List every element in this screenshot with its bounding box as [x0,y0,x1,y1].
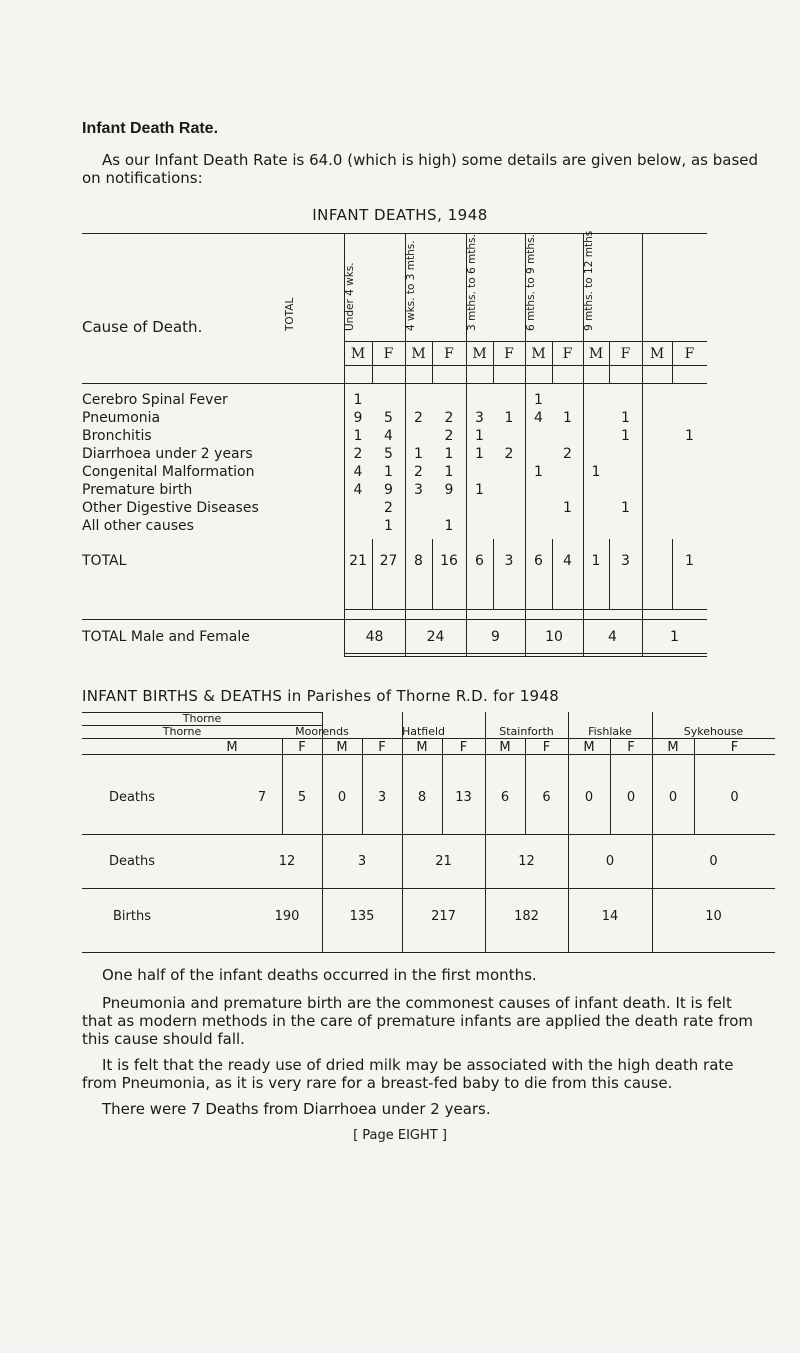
table-cell: 1 [475,428,484,444]
cause-label: Premature birth [82,482,193,498]
total-cell: 4 [563,553,572,569]
sex-subheader: F [542,740,551,755]
table1-caption: INFANT DEATHS, 1948 [312,206,488,224]
table-cell: 2 [444,428,454,444]
sex-subheader: F [378,740,386,755]
table-cell: 2 [353,446,363,462]
sex-subheader: M [416,740,428,755]
table-cell: 0 [337,790,347,805]
cause-column-header: Cause of Death. [82,318,203,336]
table-cell: 9 [384,482,393,498]
table-cell: 1 [353,428,363,444]
sex-subheader: M [226,740,238,755]
thorne-group-header: Thorne [182,712,222,725]
table-cell: 217 [431,909,456,924]
table-cell: 1 [444,446,454,462]
col-header-total: TOTAL [284,297,296,331]
cause-label: Congenital Malformation [82,464,255,480]
table-cell: 0 [668,790,678,805]
table-cell: 5 [297,790,307,805]
parish-header: Hatfield [401,725,446,738]
table-cell: 1 [534,392,543,408]
table-cell: 1 [591,464,601,480]
table-cell: 1 [534,464,543,480]
table2-caption: INFANT BIRTHS & DEATHS in Parishes of Thorne R.D. for 1948 [82,687,560,705]
table-cell: 2 [563,446,572,462]
table-cell: 14 [601,909,619,924]
sex-subheader: F [684,346,695,362]
mf-total-cell: 24 [426,629,445,645]
cause-label: Diarrhoea under 2 years [82,446,253,462]
total-cell: 8 [414,553,423,569]
sex-subheader: F [298,740,306,755]
table-cell: 135 [349,909,375,924]
table-cell: 0 [605,854,615,869]
sex-subheader: M [350,346,366,362]
table-cell: 1 [621,500,630,516]
sex-subheader: F [444,346,454,362]
cause-label: Bronchitis [82,428,152,444]
sex-subheader: M [336,740,348,755]
parish-header: Stainforth [499,725,554,738]
cause-label: Pneumonia [82,410,161,426]
table-cell: 2 [444,410,454,426]
table-cell: 3 [475,410,484,426]
table-cell: 2 [504,446,514,462]
mf-total-cell: 48 [365,629,384,645]
sex-subheader: F [562,346,573,362]
table-cell: 5 [384,446,393,462]
table-cell: 0 [730,790,739,805]
page-footer: [ Page EIGHT ] [353,1128,447,1143]
total-cell: 1 [591,553,601,569]
mf-total-cell: 1 [670,629,679,645]
col-header-4wks-3mths: 4 wks. to 3 mths. [405,240,417,331]
table-cell: 1 [444,464,454,480]
table-cell: 0 [709,854,718,869]
table-cell: 12 [518,854,535,869]
sex-subheader: M [499,740,511,755]
table-cell: 1 [384,464,393,480]
table-cell: 3 [414,482,423,498]
deaths-by-sex-row-label: Deaths [108,790,156,805]
table-cell: 1 [444,518,454,534]
paragraph: There were 7 Deaths from Diarrhoea under 2 years. [102,1100,491,1118]
table-cell: 8 [417,790,427,805]
table-cell: 21 [435,854,452,869]
table-cell: 3 [377,790,387,805]
table-cell: 9 [444,482,454,498]
table-cell: 190 [274,909,300,924]
table-cell: 5 [384,410,393,426]
deaths-total-row-label: Deaths [108,854,156,869]
cause-label: All other causes [82,518,194,534]
sex-subheader: M [649,346,665,362]
table-cell: 1 [621,410,630,426]
cause-label: Other Digestive Diseases [82,500,259,516]
table-cell: 3 [357,854,367,869]
total-cell: 27 [379,553,398,569]
table-cell: 4 [353,482,363,498]
total-cell: 6 [475,553,484,569]
sex-subheader: M [531,346,546,362]
paragraph: One half of the infant deaths occurred in the first months. [102,966,537,984]
sex-subheader: M [667,740,679,755]
table-cell: 1 [504,410,514,426]
sex-subheader: F [730,740,739,755]
table-cell: 6 [500,790,510,805]
table-cell: 12 [278,854,296,869]
col-header-under-4-wks: Under 4 wks. [344,262,356,331]
table-cell: 13 [455,790,472,805]
table-cell: 182 [514,909,539,924]
col-header-6-9mths: 6 mths. to 9 mths. [525,234,537,331]
table-cell: 1 [621,428,630,444]
total-cell: 1 [685,553,694,569]
table-cell: 0 [584,790,594,805]
sex-subheader: F [627,740,635,755]
table-cell: 6 [542,790,551,805]
table-cell: 9 [353,410,363,426]
table-cell: 4 [534,410,543,426]
total-cell: 6 [534,553,543,569]
table-cell: 1 [475,446,484,462]
total-cell: 3 [504,553,514,569]
intro-paragraph: As our Infant Death Rate is 64.0 (which is high) some details are given below, as based on notifications: [82,151,759,187]
table-cell: 1 [563,410,572,426]
sex-subheader: M [588,346,604,362]
sex-subheader: M [411,346,426,362]
table-cell: 7 [257,790,267,805]
table-cell: 4 [384,428,393,444]
sex-subheader: F [504,346,514,362]
sex-subheader: M [472,346,487,362]
parish-header: Thorne [162,725,202,738]
sex-subheader: F [383,346,394,362]
section-heading: Infant Death Rate. [82,120,219,137]
cause-label: Cerebro Spinal Fever [82,392,228,408]
table-cell: 1 [685,428,694,444]
table-cell: 10 [705,909,722,924]
sex-subheader: M [583,740,595,755]
total-row-label: TOTAL [82,553,127,569]
table-cell: 0 [626,790,636,805]
table-cell: 1 [384,518,393,534]
table-cell: 2 [414,464,423,480]
infant-deaths-table [82,230,782,663]
table-cell: 2 [414,410,423,426]
total-cell: 21 [349,553,367,569]
table-cell: 2 [384,500,393,516]
mf-total-cell: 4 [608,629,617,645]
table-cell: 4 [353,464,363,480]
births-row-label: Births [113,909,151,924]
mf-total-cell: 9 [491,629,500,645]
parish-header: Fishlake [588,725,632,738]
parish-header: Sykehouse [683,725,744,738]
col-header-9-12mths: 9 mths. to 12 mths [583,230,595,331]
col-header-3-6mths: 3 mths. to 6 mths. [466,234,478,331]
total-cell: 3 [621,553,630,569]
total-cell: 16 [440,553,458,569]
table-cell: 1 [475,482,484,498]
paragraph: Pneumonia and premature birth are the commonest causes of infant death. It is felt that as modern methods in the care of premature infants are applied the death rate from this cause should fall. [82,994,754,1048]
paragraph: It is felt that the ready use of dried milk may be associated with the high death rate from Pneumonia, as it is very rare for a breast-fed baby to die from this cause. [82,1056,734,1092]
sex-subheader: F [620,346,631,362]
parish-header: Moorends [295,725,349,738]
parish-births-deaths-table [82,712,782,952]
table-cell: 1 [353,392,363,408]
mf-total-row-label: TOTAL Male and Female [82,629,250,645]
sex-subheader: F [459,740,468,755]
mf-total-cell: 10 [545,629,563,645]
table-cell: 1 [563,500,572,516]
table-cell: 1 [414,446,423,462]
